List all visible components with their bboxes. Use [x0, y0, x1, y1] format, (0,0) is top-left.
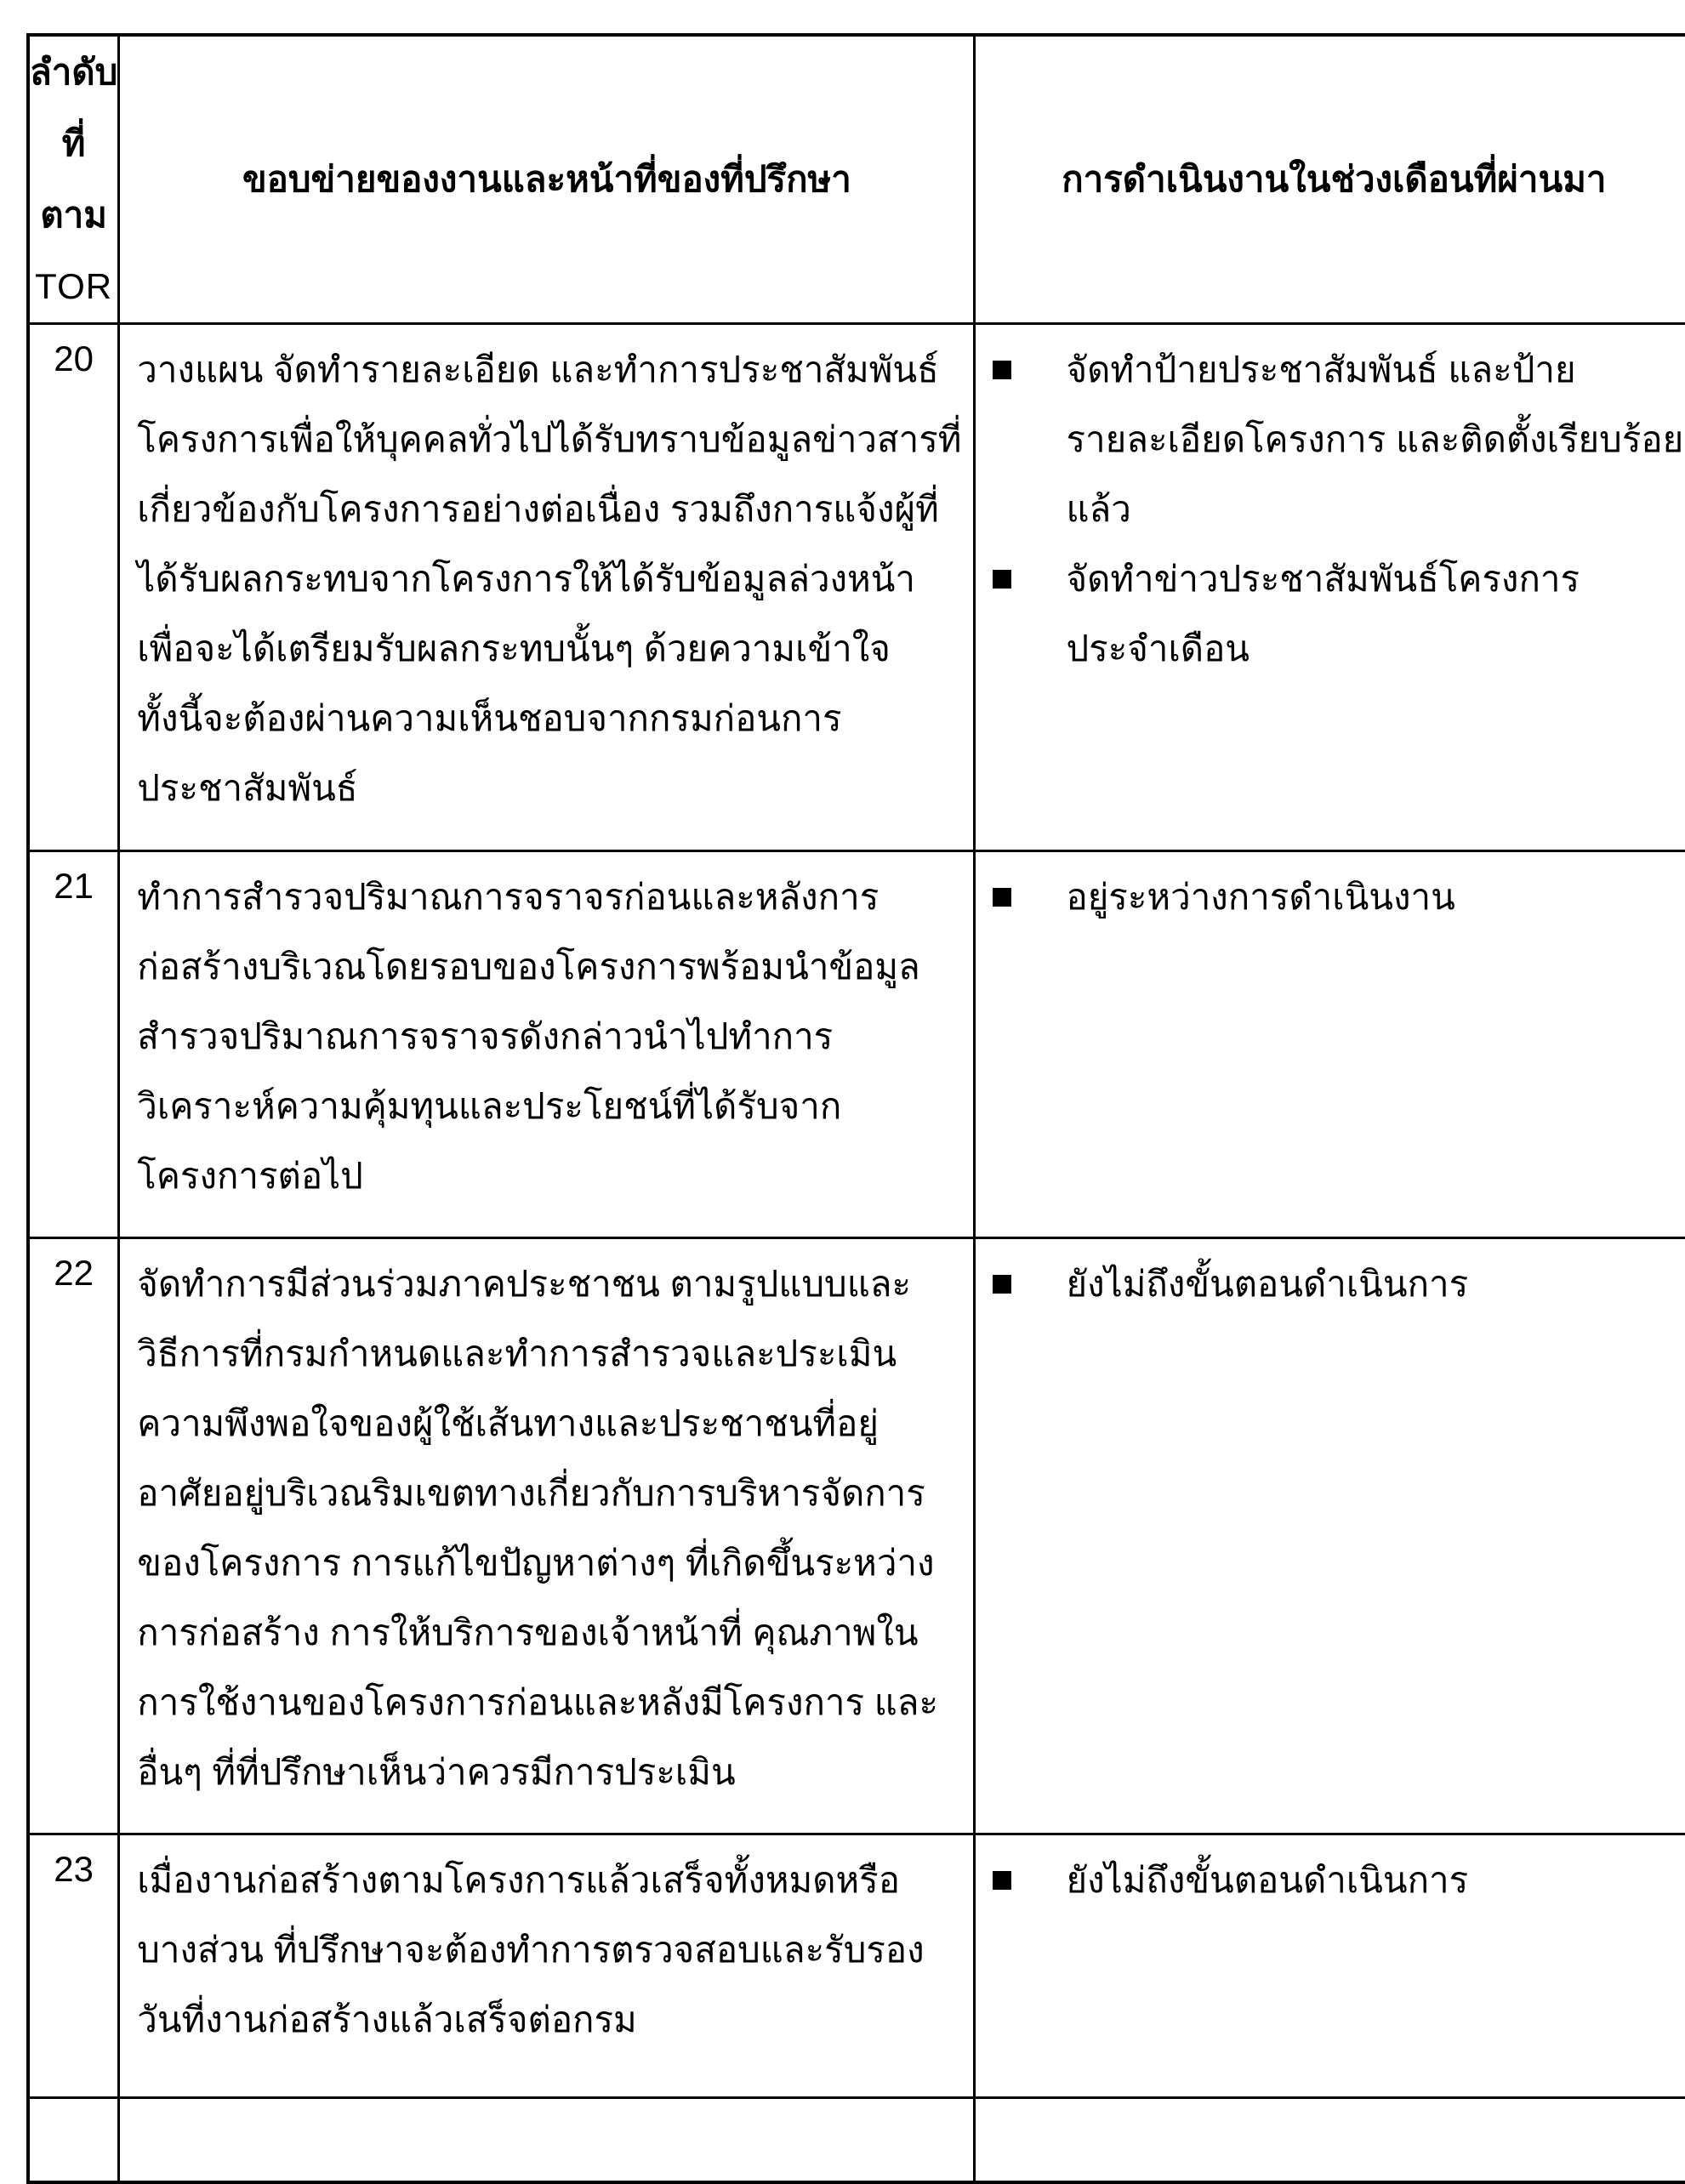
scope-line: เมื่องานก่อสร้างตามโครงการแล้วเสร็จทั้งหมดหรือ — [137, 1860, 900, 1900]
header-scope-label: ขอบข่ายของงานและหน้าที่ของที่ปรึกษา — [242, 159, 851, 199]
progress-line: แล้ว — [1066, 489, 1131, 529]
scope-line: การก่อสร้าง การให้บริการของเจ้าหน้าที่ คุณภาพใน — [137, 1612, 919, 1652]
row-number-cell — [28, 2098, 119, 2183]
table-row — [28, 2098, 1685, 2183]
progress-line: จัดทำป้ายประชาสัมพันธ์ และป้าย — [1066, 350, 1576, 390]
progress-line: ยังไม่ถึงขั้นตอนดำเนินการ — [1066, 1264, 1469, 1304]
scope-line: โครงการเพื่อให้บุคคลทั่วไปได้รับทราบข้อมูลข่าวสารที่ — [137, 419, 962, 459]
bullet-square-icon — [993, 1275, 1011, 1294]
row-number: 22 — [54, 1253, 94, 1293]
table-header — [28, 35, 1685, 324]
row-number-cell — [28, 1834, 119, 2098]
bullet-item — [993, 862, 1683, 932]
scope-line: จัดทำการมีส่วนร่วมภาคประชาชน ตามรูปแบบและ — [137, 1264, 912, 1304]
table-row — [28, 324, 1685, 851]
scope-line: เพื่อจะได้เตรียมรับผลกระทบนั้นๆ ด้วยความเข้าใจ — [137, 628, 891, 668]
scope-line: บางส่วน ที่ปรึกษาจะต้องทำการตรวจสอบและรับรอง — [137, 1930, 925, 1970]
scope-line: การใช้งานของโครงการก่อนและหลังมีโครงการ และ — [137, 1682, 939, 1722]
bullet-item — [993, 544, 1683, 684]
bullet-text — [1066, 1846, 1468, 1915]
header-cell-tor-number — [28, 35, 119, 324]
row-number: 21 — [54, 866, 94, 906]
scope-cell — [119, 851, 975, 1238]
row-number: 23 — [54, 1849, 94, 1889]
bullet-square-icon — [993, 888, 1011, 907]
bullet-text — [1066, 1249, 1468, 1319]
scope-line: วิธีการที่กรมกำหนดและทำการสำรวจและประเมิน — [137, 1334, 897, 1374]
bullet-text — [1066, 544, 1580, 684]
progress-cell — [975, 2098, 1685, 2183]
scope-cell — [119, 1834, 975, 2098]
row-number-cell — [28, 324, 119, 851]
scope-line: อาศัยอยู่บริเวณริมเขตทางเกี่ยวกับการบริหารจัดการ — [137, 1473, 925, 1513]
table-row — [28, 851, 1685, 1238]
header-row — [28, 35, 1685, 324]
scope-cell — [119, 324, 975, 851]
progress-cell — [975, 1238, 1685, 1834]
header-tor-number-line: ตาม — [40, 195, 107, 235]
scope-line: ประชาสัมพันธ์ — [137, 768, 358, 808]
scope-line: เกี่ยวข้องกับโครงการอย่างต่อเนื่อง รวมถึงการแจ้งผู้ที่ — [137, 489, 939, 529]
row-number-cell — [28, 851, 119, 1238]
scope-line: ทำการสำรวจปริมาณการจราจรก่อนและหลังการ — [137, 877, 880, 917]
scope-cell — [119, 1238, 975, 1834]
progress-line: อยู่ระหว่างการดำเนินงาน — [1066, 877, 1455, 917]
header-cell-scope — [119, 35, 975, 324]
progress-line: จัดทำข่าวประชาสัมพันธ์โครงการ — [1066, 559, 1580, 599]
bullet-square-icon — [993, 361, 1011, 379]
scope-line: โครงการต่อไป — [137, 1156, 363, 1196]
table-body — [28, 324, 1685, 2183]
scope-line: วิเคราะห์ความคุ้มทุนและประโยชน์ที่ได้รับจาก — [137, 1086, 842, 1126]
scope-line: ของโครงการ การแก้ไขปัญหาต่างๆ ที่เกิดขึ้นระหว่าง — [137, 1543, 935, 1583]
scope-line: ทั้งนี้จะต้องผ่านความเห็นชอบจากกรมก่อนการ — [137, 698, 842, 738]
header-tor-number-line: ลำดับที่ — [30, 52, 118, 163]
scope-line: ความพึงพอใจของผู้ใช้เส้นทางและประชาชนที่อยู่ — [137, 1403, 879, 1443]
scope-cell — [119, 2098, 975, 2183]
header-cell-progress — [975, 35, 1685, 324]
table-row — [28, 1834, 1685, 2098]
scope-line: วันที่งานก่อสร้างแล้วเสร็จต่อกรม — [137, 1999, 637, 2039]
progress-line: ยังไม่ถึงขั้นตอนดำเนินการ — [1066, 1860, 1469, 1900]
progress-line: ประจำเดือน — [1066, 628, 1250, 668]
bullet-square-icon — [993, 570, 1011, 589]
scope-line: วางแผน จัดทำรายละเอียด และทำการประชาสัมพันธ์ — [137, 350, 939, 390]
scope-line: อื่นๆ ที่ที่ปรึกษาเห็นว่าควรมีการประเมิน — [137, 1752, 736, 1792]
bullet-square-icon — [993, 1871, 1011, 1890]
header-progress-label: การดำเนินงานในช่วงเดือนที่ผ่านมา — [1062, 159, 1607, 199]
header-tor-number-line: TOR — [35, 266, 113, 306]
progress-cell — [975, 1834, 1685, 2098]
bullet-text — [1066, 862, 1454, 932]
progress-cell — [975, 324, 1685, 851]
progress-cell — [975, 851, 1685, 1238]
tor-progress-table — [26, 33, 1685, 2184]
bullet-text — [1066, 335, 1683, 544]
bullet-item — [993, 335, 1683, 544]
table-row — [28, 1238, 1685, 1834]
bullet-item — [993, 1846, 1683, 1915]
row-number: 20 — [54, 338, 94, 378]
bullet-item — [993, 1249, 1683, 1319]
scope-line: ได้รับผลกระทบจากโครงการให้ได้รับข้อมูลล่วงหน้า — [137, 559, 916, 599]
progress-line: รายละเอียดโครงการ และติดตั้งเรียบร้อย — [1066, 419, 1684, 459]
scope-line: ก่อสร้างบริเวณโดยรอบของโครงการพร้อมนำข้อมูล — [137, 947, 920, 987]
scope-line: สำรวจปริมาณการจราจรดังกล่าวนำไปทำการ — [137, 1016, 834, 1056]
row-number-cell — [28, 1238, 119, 1834]
